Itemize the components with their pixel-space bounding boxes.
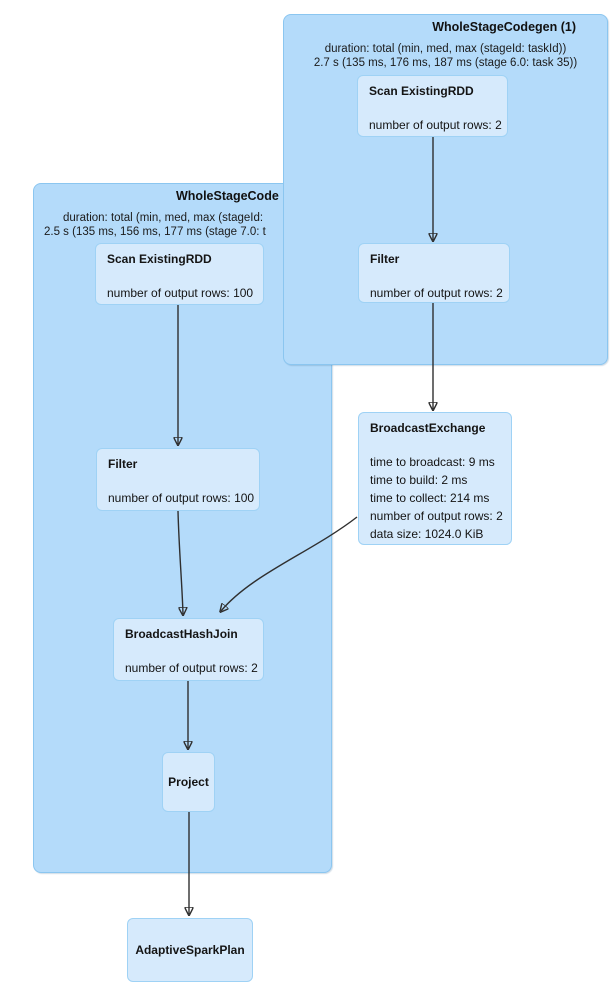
node-metrics	[107, 284, 252, 302]
node-adaptive-spark-plan[interactable]	[127, 918, 253, 982]
cluster-duration-label: duration: total (min, med, max (stageId:	[63, 212, 264, 224]
cluster-title: WholeStageCodegen (1)	[432, 20, 576, 34]
node-scan-existingrdd-stage6[interactable]	[357, 75, 508, 137]
node-metrics	[125, 659, 258, 677]
node-scan-existingrdd-stage7[interactable]	[95, 243, 264, 305]
node-title: Filter	[370, 252, 400, 266]
metric-output-rows: number of output rows: 100	[107, 286, 254, 300]
cluster-duration	[284, 43, 607, 70]
node-title: Filter	[108, 457, 138, 471]
metric-time-to-broadcast: time to broadcast: 9 ms	[370, 455, 495, 469]
metric-time-to-build: time to build: 2 ms	[370, 473, 468, 487]
node-title: BroadcastHashJoin	[125, 627, 238, 641]
metric-time-to-collect: time to collect: 214 ms	[370, 491, 490, 505]
node-broadcast-hash-join[interactable]	[113, 618, 264, 681]
node-filter-stage7[interactable]	[96, 448, 260, 511]
node-title: Scan ExistingRDD	[369, 84, 474, 98]
node-filter-stage6[interactable]	[358, 243, 510, 303]
metric-output-rows: number of output rows: 2	[125, 661, 258, 675]
node-title: AdaptiveSparkPlan	[135, 943, 245, 957]
metric-data-size: data size: 1024.0 KiB	[370, 527, 484, 541]
cluster-duration-value: 2.5 s (135 ms, 156 ms, 177 ms (stage 7.0: t	[44, 225, 266, 238]
metric-output-rows: number of output rows: 2	[370, 509, 503, 523]
cluster-wholestagecodegen-1	[283, 14, 608, 365]
node-metrics	[370, 453, 503, 543]
metric-output-rows: number of output rows: 2	[369, 118, 502, 132]
node-title: BroadcastExchange	[370, 421, 486, 435]
node-title: Project	[168, 775, 209, 789]
node-broadcast-exchange[interactable]	[358, 412, 512, 545]
node-project[interactable]	[162, 752, 215, 812]
node-title: Scan ExistingRDD	[107, 252, 212, 266]
node-metrics	[370, 284, 503, 302]
node-metrics	[369, 116, 502, 134]
metric-output-rows: number of output rows: 2	[370, 286, 503, 300]
cluster-title: WholeStageCode	[176, 189, 279, 203]
cluster-duration-value: 2.7 s (135 ms, 176 ms, 187 ms (stage 6.0: task 35))	[313, 56, 578, 69]
cluster-duration-label: duration: total (min, med, max (stageId: taskId))	[324, 43, 567, 55]
node-metrics	[108, 489, 255, 507]
metric-output-rows: number of output rows: 100	[108, 491, 255, 505]
